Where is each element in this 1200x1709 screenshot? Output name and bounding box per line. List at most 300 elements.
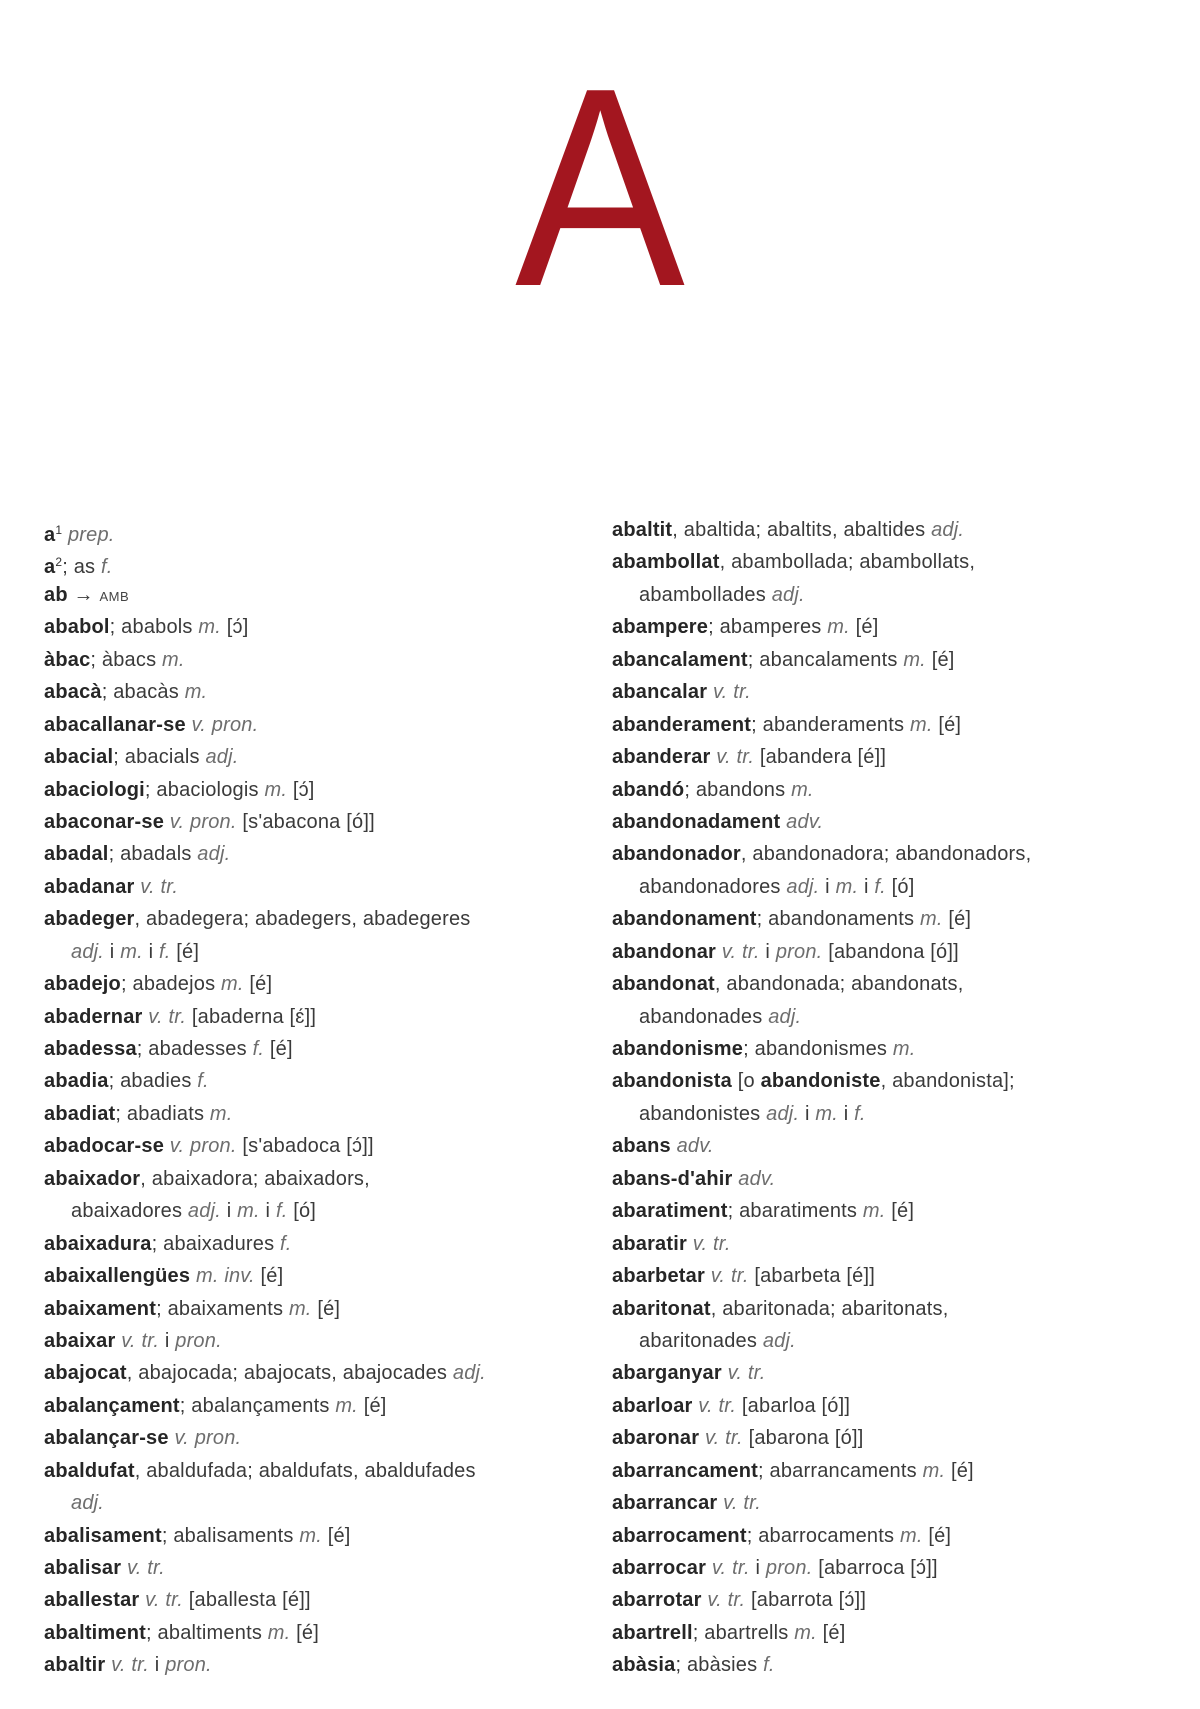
grammar-label: v. tr. — [139, 1589, 184, 1612]
dictionary-entry — [44, 1033, 604, 1065]
entry-line — [44, 1520, 604, 1552]
dictionary-entry — [612, 1130, 1172, 1162]
headword: abadejo — [44, 973, 121, 996]
form-text: ; abamperes — [708, 616, 828, 639]
form-text: [é] — [264, 1038, 293, 1060]
grammar-label: adj. — [771, 583, 805, 606]
form-text: , abandonadora; abandonadors, — [740, 843, 1032, 866]
grammar-label: m. — [264, 778, 288, 801]
headword: abandonament — [612, 908, 757, 931]
grammar-label: m. — [198, 616, 222, 639]
dictionary-entry — [44, 1260, 604, 1292]
headword: abaratir — [612, 1232, 687, 1255]
form-text: [é] — [922, 1524, 952, 1547]
entry-line — [44, 1033, 604, 1065]
grammar-label: m. — [221, 973, 244, 996]
headword: abandonat — [612, 973, 715, 996]
headword: abajocat — [44, 1362, 127, 1385]
dictionary-entry — [44, 1130, 604, 1162]
form-text: [ɔ́] — [287, 778, 315, 801]
dictionary-entry — [44, 903, 604, 968]
form-text: ; abartrells — [692, 1621, 795, 1644]
entry-line — [44, 1390, 604, 1422]
headword: abambollat — [612, 551, 720, 574]
form-text: , abaldufada; abaldufats, abaldufades — [134, 1459, 476, 1482]
grammar-label: v. pron. — [164, 1135, 237, 1158]
headword: abancalar — [612, 681, 708, 704]
headword: abaldufat — [44, 1459, 135, 1482]
grammar-label: v. tr. — [710, 746, 755, 769]
headword: abancalament — [612, 648, 748, 671]
entry-line — [612, 968, 1172, 1000]
headword: abacallanar-se — [44, 713, 186, 736]
form-text: [é] — [290, 1621, 319, 1644]
dictionary-entry — [44, 514, 604, 546]
grammar-label: m. — [237, 1200, 260, 1223]
entry-line — [44, 1130, 604, 1162]
headword: abandoniste — [760, 1070, 881, 1093]
entry-line — [44, 1098, 604, 1130]
grammar-label: pron. — [165, 1654, 212, 1677]
headword: abacà — [44, 681, 102, 704]
headword: abaixament — [44, 1297, 157, 1320]
dictionary-entry — [44, 871, 604, 903]
form-text: ; abandonaments — [756, 908, 920, 931]
grammar-label: m. — [835, 875, 859, 898]
entry-continuation-line — [612, 1001, 1172, 1033]
cross-reference: AMB — [99, 588, 130, 604]
dictionary-entry — [44, 741, 604, 773]
entry-line — [612, 1422, 1172, 1454]
dictionary-entry — [44, 579, 604, 611]
grammar-label: adj. — [762, 1329, 796, 1352]
entry-line — [44, 1325, 604, 1357]
entry-line — [44, 1163, 604, 1195]
form-text: , abambollada; abambollats, — [719, 551, 976, 574]
grammar-label: m. — [919, 908, 943, 931]
dictionary-entry — [44, 1325, 604, 1357]
form-text: , abandonista]; — [880, 1070, 1015, 1093]
entry-line — [612, 1163, 1172, 1195]
dictionary-entry — [612, 968, 1172, 1033]
grammar-label: m. — [892, 1038, 916, 1060]
form-text: ; abaixaments — [156, 1297, 289, 1320]
form-text: [é] — [925, 648, 955, 671]
headword: abadessa — [44, 1038, 137, 1060]
dictionary-entry — [44, 1098, 604, 1130]
form-text: ; abacials — [113, 746, 206, 769]
grammar-label: f. — [197, 1070, 209, 1093]
entry-line — [44, 546, 604, 578]
entry-line — [44, 1617, 604, 1649]
form-text: ; ababols — [109, 616, 199, 639]
entry-line — [612, 1455, 1172, 1487]
headword: ab — [44, 583, 68, 606]
entry-line — [44, 1293, 604, 1325]
entry-line — [44, 806, 604, 838]
entry-line — [612, 644, 1172, 676]
form-text: i — [749, 1557, 766, 1579]
form-text: ; abaciologis — [144, 778, 265, 801]
grammar-label: m. inv. — [190, 1265, 255, 1288]
grammar-label: v. tr. — [721, 1362, 766, 1385]
entry-line — [44, 676, 604, 708]
dictionary-entry — [612, 1228, 1172, 1260]
form-text: i — [149, 1654, 166, 1677]
headword: abalisament — [44, 1524, 162, 1547]
headword: abarrocar — [612, 1557, 707, 1579]
form-text: abandonistes — [639, 1102, 767, 1125]
dictionary-entry — [44, 644, 604, 676]
form-text: ; abarrancaments — [758, 1459, 923, 1482]
dictionary-entry — [44, 1390, 604, 1422]
grammar-label: v. tr. — [105, 1654, 150, 1677]
headword: abandó — [612, 778, 685, 801]
dictionary-entry — [44, 1649, 604, 1681]
entry-line — [612, 1260, 1172, 1292]
headword: abampere — [612, 616, 709, 639]
grammar-label: v. tr. — [704, 1265, 749, 1288]
dictionary-entry — [44, 1455, 604, 1520]
entry-line — [44, 1649, 604, 1681]
entry-line — [44, 611, 604, 643]
entry-line — [44, 903, 604, 935]
grammar-label: adj. — [187, 1200, 221, 1223]
entry-line — [612, 709, 1172, 741]
entry-line — [612, 774, 1172, 806]
dictionary-column-left — [44, 514, 604, 1682]
grammar-label: pron. — [775, 940, 823, 963]
section-letter-heading: A — [515, 29, 685, 345]
form-text: , abajocada; abajocats, abajocades — [126, 1362, 453, 1385]
dictionary-entry — [612, 1293, 1172, 1358]
dictionary-entry — [612, 611, 1172, 643]
headword: a — [44, 556, 56, 579]
entry-continuation-line — [612, 871, 1172, 903]
dictionary-entry — [44, 611, 604, 643]
headword: abaixallengües — [44, 1265, 191, 1288]
headword: abaixar — [44, 1329, 116, 1352]
form-text: [é] — [357, 1394, 387, 1417]
dictionary-entry — [612, 1487, 1172, 1519]
entry-line — [44, 1065, 604, 1097]
dictionary-entry — [44, 1584, 604, 1616]
headword: abaratiment — [612, 1200, 728, 1223]
headword: abaconar-se — [44, 810, 165, 833]
form-text: [ɔ́] — [221, 616, 249, 639]
form-text: [abandera [é]] — [754, 746, 887, 769]
form-text: i — [220, 1200, 238, 1223]
form-text: ; abalisaments — [161, 1524, 300, 1547]
form-text: i — [142, 940, 160, 963]
dictionary-entry — [612, 1357, 1172, 1389]
form-text: [é] — [816, 1621, 846, 1644]
form-text: abandonadores — [639, 875, 787, 898]
entry-line — [44, 644, 604, 676]
grammar-label: m. — [184, 681, 208, 704]
grammar-label: adj. — [71, 940, 105, 963]
entry-line — [612, 1357, 1172, 1389]
form-text: [aballesta [é]] — [183, 1589, 311, 1612]
grammar-label: v. pron. — [168, 1427, 242, 1450]
dictionary-entry — [44, 1357, 604, 1389]
headword: abaltit — [612, 519, 673, 541]
entry-line — [612, 1617, 1172, 1649]
dictionary-entry — [44, 774, 604, 806]
form-text: ; abandons — [684, 778, 792, 801]
form-text: [abaderna [ɛ́]] — [186, 1005, 317, 1028]
form-text: i — [858, 875, 875, 898]
grammar-label: v. tr. — [121, 1557, 165, 1579]
dictionary-entry — [612, 1065, 1172, 1130]
grammar-label: v. tr. — [701, 1589, 746, 1612]
dictionary-entry — [44, 838, 604, 870]
form-text: ; abalançaments — [179, 1394, 336, 1417]
dictionary-entry — [44, 806, 604, 838]
grammar-label: v. tr. — [706, 1557, 750, 1579]
dictionary-entry — [44, 1293, 604, 1325]
form-text: i — [104, 940, 121, 963]
form-text: ; as — [62, 556, 101, 579]
dictionary-entry — [612, 709, 1172, 741]
entry-line — [612, 806, 1172, 838]
headword: abans-d'ahir — [612, 1167, 733, 1190]
entry-continuation-line — [44, 936, 604, 968]
dictionary-entry — [612, 903, 1172, 935]
headword: abaritonat — [612, 1297, 711, 1320]
headword: abalançar-se — [44, 1427, 169, 1450]
entry-line — [44, 1001, 604, 1033]
form-text: [abarrota [ɔ́]] — [745, 1589, 867, 1612]
grammar-label: v. pron. — [164, 810, 237, 833]
grammar-label: m. — [120, 940, 143, 963]
form-text: [s'abadoca [ɔ́]] — [236, 1135, 374, 1158]
headword: abadernar — [44, 1005, 143, 1028]
headword: abarbetar — [612, 1265, 705, 1288]
headword: abaronar — [612, 1427, 700, 1450]
headword: abaciologi — [44, 778, 145, 801]
entry-line — [612, 1065, 1172, 1097]
grammar-label: adj. — [197, 843, 231, 866]
form-text: i — [819, 875, 836, 898]
form-text: ; abarrocaments — [746, 1524, 900, 1547]
form-text: [abandona [ó]] — [822, 940, 959, 963]
form-text: [é] — [849, 616, 879, 639]
form-text: [abarroca [ɔ́]] — [812, 1557, 938, 1579]
entry-line — [612, 1552, 1172, 1584]
dictionary-entry — [612, 1422, 1172, 1454]
headword: aballestar — [44, 1589, 140, 1612]
form-text: abambollades — [639, 583, 772, 606]
grammar-label: m. — [299, 1524, 322, 1547]
headword: abanderament — [612, 713, 752, 736]
grammar-label: m. — [827, 616, 850, 639]
grammar-label: adj. — [71, 1492, 105, 1515]
form-text: [ó] — [287, 1200, 317, 1223]
grammar-label: m. — [794, 1621, 817, 1644]
headword: abaixador — [44, 1167, 141, 1190]
headword: àbac — [44, 648, 91, 671]
form-text: ; abadejos — [120, 973, 222, 996]
dictionary-entry — [612, 514, 1172, 546]
grammar-label: adv. — [732, 1167, 776, 1190]
form-text: , abaritonada; abaritonats, — [710, 1297, 949, 1320]
entry-line — [612, 676, 1172, 708]
entry-line — [44, 709, 604, 741]
dictionary-entry — [44, 1001, 604, 1033]
grammar-label: v. tr. — [699, 1427, 743, 1450]
entry-line — [44, 1455, 604, 1487]
headword: abandonadament — [612, 810, 781, 833]
entry-line — [612, 1487, 1172, 1519]
grammar-label: f. — [280, 1232, 292, 1255]
entry-line — [44, 1357, 604, 1389]
grammar-label: m. — [267, 1621, 291, 1644]
form-text: [é] — [885, 1200, 915, 1223]
grammar-label: m. — [791, 778, 814, 801]
headword: abalançament — [44, 1394, 180, 1417]
headword: abàsia — [612, 1654, 676, 1677]
entry-line — [612, 1293, 1172, 1325]
entry-line — [44, 1584, 604, 1616]
entry-line — [44, 579, 604, 611]
form-text: ; abaltiments — [146, 1621, 268, 1644]
form-text: [ó] — [885, 875, 915, 898]
entry-line — [44, 741, 604, 773]
headword: abalisar — [44, 1557, 122, 1579]
grammar-label: m. — [815, 1102, 838, 1125]
headword: abadocar-se — [44, 1135, 165, 1158]
dictionary-entry — [612, 741, 1172, 773]
grammar-label: v. tr. — [115, 1329, 160, 1352]
form-text: i — [759, 940, 776, 963]
headword: abarrancament — [612, 1459, 758, 1482]
form-text: ; abadiats — [115, 1102, 210, 1125]
form-text: [é] — [170, 940, 200, 963]
grammar-label: f. — [275, 1200, 288, 1223]
headword: abandonador — [612, 843, 741, 866]
dictionary-entry — [612, 1552, 1172, 1584]
form-text: i — [838, 1102, 855, 1125]
form-text: ; abadies — [108, 1070, 198, 1093]
homograph-number: 1 — [55, 523, 63, 537]
grammar-label: m. — [903, 648, 926, 671]
dictionary-entry — [44, 546, 604, 578]
form-text: [é] — [254, 1265, 284, 1288]
headword: abadiat — [44, 1102, 116, 1125]
dictionary-entry — [612, 806, 1172, 838]
dictionary-entry — [612, 774, 1172, 806]
dictionary-entry — [44, 1422, 604, 1454]
entry-line — [612, 1649, 1172, 1681]
grammar-label: v. tr. — [142, 1005, 187, 1028]
grammar-label: adj. — [768, 1005, 802, 1028]
form-text: ; abanderaments — [751, 713, 910, 736]
headword: abarrotar — [612, 1589, 702, 1612]
form-text: ; abaratiments — [727, 1200, 863, 1223]
dictionary-entry — [44, 676, 604, 708]
entry-line — [612, 546, 1172, 578]
grammar-label: prep. — [62, 524, 115, 546]
grammar-label: m. — [899, 1524, 923, 1547]
entry-line — [44, 968, 604, 1000]
form-text: [s'abacona [ó]] — [236, 810, 375, 833]
grammar-label: f. — [101, 556, 113, 579]
form-text: ; àbacs — [90, 648, 163, 671]
grammar-label: adj. — [766, 1102, 800, 1125]
grammar-label: m. — [209, 1102, 233, 1125]
grammar-label: m. — [922, 1459, 946, 1482]
dictionary-entry — [44, 1552, 604, 1584]
form-text: [é] — [942, 908, 972, 931]
dictionary-entry — [44, 709, 604, 741]
grammar-label: v. tr. — [707, 681, 751, 704]
entry-continuation-line — [44, 1487, 604, 1519]
dictionary-entry — [612, 1455, 1172, 1487]
headword: abandonar — [612, 940, 717, 963]
headword: abarloar — [612, 1394, 693, 1417]
entry-line — [612, 936, 1172, 968]
form-text: [abarona [ó]] — [742, 1427, 864, 1450]
grammar-label: pron. — [175, 1329, 222, 1352]
entry-line — [612, 1390, 1172, 1422]
entry-line — [612, 611, 1172, 643]
grammar-label: adj. — [786, 875, 820, 898]
grammar-label: f. — [159, 940, 171, 963]
entry-line — [44, 1552, 604, 1584]
grammar-label: adj. — [452, 1362, 486, 1385]
entry-line — [612, 903, 1172, 935]
grammar-label: v. tr. — [716, 940, 760, 963]
form-text: [é] — [945, 1459, 974, 1482]
form-text: abaritonades — [639, 1329, 763, 1352]
dictionary-entry — [44, 1617, 604, 1649]
form-text: [é] — [321, 1524, 351, 1547]
headword: abadal — [44, 843, 109, 866]
dictionary-entry — [612, 1195, 1172, 1227]
form-text: i — [799, 1102, 816, 1125]
form-text: abandonades — [639, 1005, 769, 1028]
dictionary-entry — [612, 838, 1172, 903]
form-text: , abadegera; abadegers, abadegeres — [134, 908, 471, 931]
dictionary-entry — [612, 676, 1172, 708]
dictionary-column-right — [612, 514, 1172, 1682]
form-text: ; abadals — [108, 843, 198, 866]
homograph-number: 2 — [55, 555, 63, 570]
entry-line — [612, 1130, 1172, 1162]
entry-line — [612, 1195, 1172, 1227]
entry-line — [44, 514, 604, 546]
headword: abanderar — [612, 746, 711, 769]
dictionary-entry — [612, 1163, 1172, 1195]
grammar-label: v. tr. — [717, 1492, 762, 1515]
form-text: [abarloa [ó]] — [736, 1394, 851, 1417]
form-text: ; abandonismes — [743, 1038, 893, 1060]
entry-continuation-line — [612, 1325, 1172, 1357]
entry-line — [44, 1228, 604, 1260]
grammar-label: v. tr. — [692, 1394, 737, 1417]
grammar-label: f. — [874, 875, 886, 898]
dictionary-entry — [612, 1520, 1172, 1552]
form-text: ; abadesses — [136, 1038, 253, 1060]
form-text: abaixadores — [71, 1200, 188, 1223]
entry-continuation-line — [612, 1098, 1172, 1130]
grammar-label: f. — [252, 1038, 265, 1060]
entry-line — [612, 514, 1172, 546]
entry-line — [612, 1033, 1172, 1065]
grammar-label: v. pron. — [185, 713, 259, 736]
headword: abaltir — [44, 1654, 106, 1677]
